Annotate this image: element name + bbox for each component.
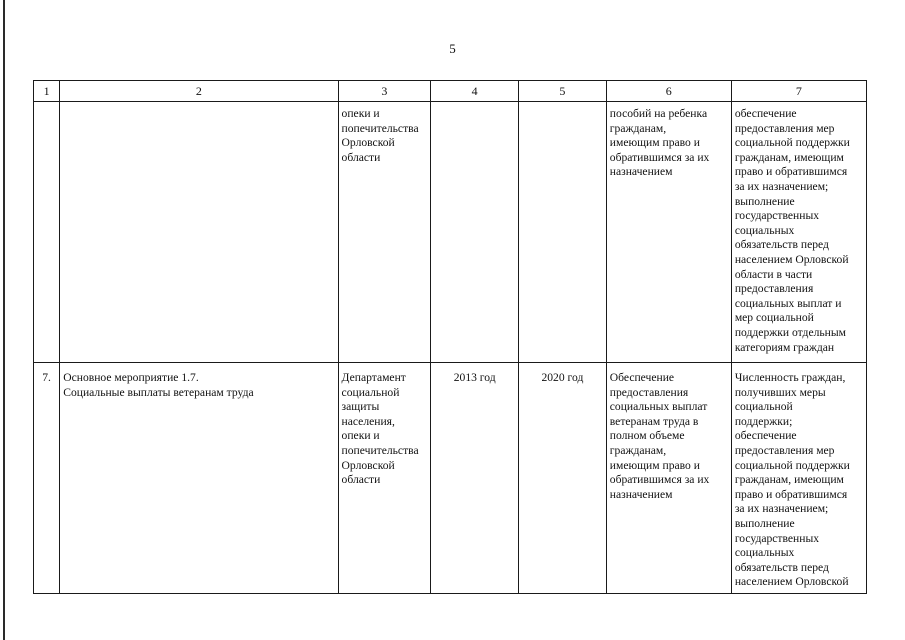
table-row	[34, 102, 867, 363]
table-header-row	[34, 81, 867, 102]
start-year-cell: 2013 год	[431, 363, 519, 594]
start-year-cell	[431, 102, 519, 363]
end-year-cell: 2020 год	[519, 363, 607, 594]
row-number-cell	[34, 102, 60, 363]
header-cell-5: 5	[519, 81, 607, 102]
measure-name-cell	[60, 102, 338, 363]
row-number-cell: 7.	[34, 363, 60, 594]
indicator-link-cell: Численность граждан, получивших меры социальной поддержки; обеспечение предоставления мер социальной поддержки гражданам, имеющим право и обратившимся за их назначением; выполнение государственных социальных обязательств перед населением Орловской	[731, 363, 866, 594]
responsible-executor-cell: Департамент социальной защиты населения, опеки и попечительства Орловской области	[338, 363, 431, 594]
table-row	[34, 363, 867, 594]
page-number: 5	[449, 41, 456, 56]
expected-result-cell: пособий на ребенка гражданам, имеющим право и обратившимся за их назначением	[606, 102, 731, 363]
end-year-cell	[519, 102, 607, 363]
measure-name-cell: Основное мероприятие 1.7. Социальные выплаты ветеранам труда	[60, 363, 338, 594]
header-cell-3: 3	[338, 81, 431, 102]
indicator-link-cell: обеспечение предоставления мер социальной поддержки гражданам, имеющим право и обратившимся за их назначением; выполнение государственных социальных обязательств перед населением Орловской области в части предоставления социальных выплат и мер социальной поддержки отдельным категориям граждан	[731, 102, 866, 363]
header-cell-2: 2	[60, 81, 338, 102]
expected-result-cell: Обеспечение предоставления социальных выплат ветеранам труда в полном объеме гражданам, имеющим право и обратившимся за их назначением	[606, 363, 731, 594]
page-left-border	[3, 0, 5, 640]
measures-table	[33, 80, 867, 594]
header-cell-7: 7	[731, 81, 866, 102]
header-cell-1: 1	[34, 81, 60, 102]
header-cell-6: 6	[606, 81, 731, 102]
header-cell-4: 4	[431, 81, 519, 102]
responsible-executor-cell: опеки и попечительства Орловской области	[338, 102, 431, 363]
